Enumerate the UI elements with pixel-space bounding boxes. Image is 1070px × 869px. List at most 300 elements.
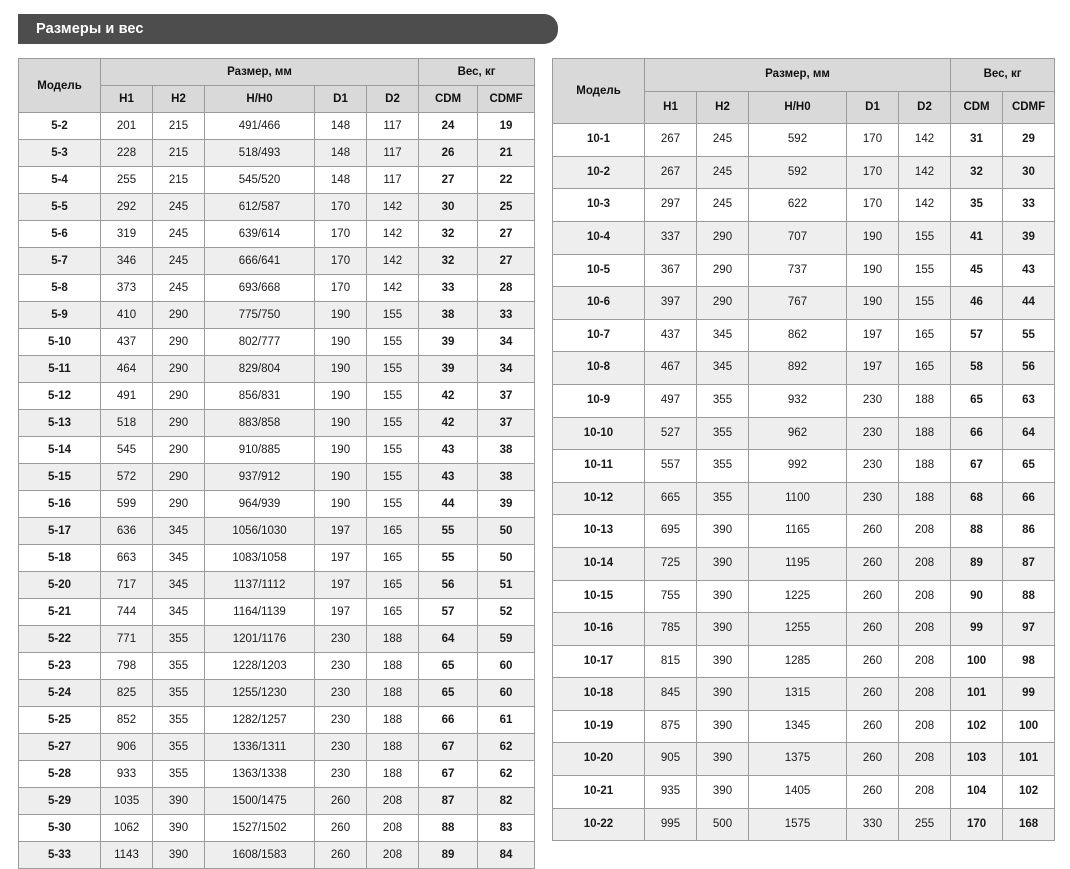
cell-value: 197 (847, 319, 899, 352)
cell-model: 5-25 (19, 707, 101, 734)
cell-value: 148 (315, 113, 367, 140)
cell-value: 337 (645, 221, 697, 254)
header-row-groups (19, 59, 535, 86)
header-cdmf: CDMF (478, 86, 535, 113)
cell-value: 215 (153, 113, 205, 140)
cell-value: 297 (645, 189, 697, 222)
cell-value: 290 (697, 287, 749, 320)
table-row (553, 124, 1055, 157)
cell-value: 390 (697, 678, 749, 711)
cell-cdmf: 61 (478, 707, 535, 734)
cell-value: 612/587 (205, 194, 315, 221)
cell-cdm: 43 (419, 437, 478, 464)
cell-value: 1035 (101, 788, 153, 815)
cell-value: 1315 (749, 678, 847, 711)
table-row (19, 167, 535, 194)
cell-value: 142 (899, 124, 951, 157)
header-weight-group: Вес, кг (419, 59, 535, 86)
cell-model: 5-11 (19, 356, 101, 383)
cell-cdm: 100 (951, 645, 1003, 678)
cell-cdmf: 168 (1003, 808, 1055, 841)
cell-value: 599 (101, 491, 153, 518)
header-hh0: H/H0 (205, 86, 315, 113)
cell-cdm: 66 (951, 417, 1003, 450)
cell-value: 230 (847, 450, 899, 483)
cell-value: 190 (315, 410, 367, 437)
cell-value: 165 (367, 599, 419, 626)
cell-value: 188 (367, 680, 419, 707)
cell-cdm: 101 (951, 678, 1003, 711)
cell-value: 1201/1176 (205, 626, 315, 653)
cell-model: 10-18 (553, 678, 645, 711)
cell-cdmf: 50 (478, 545, 535, 572)
section-title: Размеры и вес (36, 21, 144, 37)
cell-value: 437 (101, 329, 153, 356)
cell-model: 5-8 (19, 275, 101, 302)
cell-value: 500 (697, 808, 749, 841)
cell-value: 355 (697, 450, 749, 483)
table-row (19, 842, 535, 869)
cell-value: 208 (899, 710, 951, 743)
cell-value: 188 (899, 450, 951, 483)
header-d2: D2 (367, 86, 419, 113)
cell-cdmf: 27 (478, 221, 535, 248)
cell-value: 829/804 (205, 356, 315, 383)
table-row (553, 580, 1055, 613)
cell-value: 1285 (749, 645, 847, 678)
cell-value: 197 (315, 572, 367, 599)
cell-value: 155 (367, 410, 419, 437)
cell-model: 5-30 (19, 815, 101, 842)
cell-model: 5-4 (19, 167, 101, 194)
cell-value: 545/520 (205, 167, 315, 194)
cell-cdm: 42 (419, 383, 478, 410)
table-row (553, 189, 1055, 222)
cell-model: 5-28 (19, 761, 101, 788)
cell-value: 260 (315, 815, 367, 842)
header-cdm: CDM (419, 86, 478, 113)
cell-value: 290 (153, 383, 205, 410)
cell-value: 290 (153, 356, 205, 383)
cell-model: 5-27 (19, 734, 101, 761)
cell-model: 5-16 (19, 491, 101, 518)
cell-value: 390 (153, 842, 205, 869)
cell-cdm: 90 (951, 580, 1003, 613)
table-row (19, 572, 535, 599)
cell-value: 518/493 (205, 140, 315, 167)
cell-value: 345 (153, 599, 205, 626)
cell-value: 230 (847, 384, 899, 417)
cell-model: 5-7 (19, 248, 101, 275)
cell-value: 665 (645, 482, 697, 515)
cell-value: 1255/1230 (205, 680, 315, 707)
header-h2: H2 (697, 91, 749, 124)
cell-value: 355 (153, 626, 205, 653)
cell-value: 1345 (749, 710, 847, 743)
cell-value: 892 (749, 352, 847, 385)
cell-model: 10-11 (553, 450, 645, 483)
cell-value: 155 (367, 464, 419, 491)
table-row (553, 613, 1055, 646)
table-row (19, 464, 535, 491)
cell-value: 937/912 (205, 464, 315, 491)
cell-value: 208 (899, 645, 951, 678)
cell-cdmf: 39 (1003, 221, 1055, 254)
cell-value: 197 (315, 599, 367, 626)
cell-cdmf: 34 (478, 329, 535, 356)
cell-value: 170 (847, 156, 899, 189)
cell-value: 491 (101, 383, 153, 410)
cell-value: 117 (367, 140, 419, 167)
cell-model: 10-19 (553, 710, 645, 743)
cell-value: 170 (315, 221, 367, 248)
cell-cdmf: 44 (1003, 287, 1055, 320)
cell-value: 390 (697, 710, 749, 743)
cell-value: 355 (153, 707, 205, 734)
cell-model: 5-15 (19, 464, 101, 491)
cell-value: 142 (367, 275, 419, 302)
cell-model: 10-9 (553, 384, 645, 417)
cell-cdm: 32 (951, 156, 1003, 189)
cell-cdm: 57 (951, 319, 1003, 352)
cell-cdm: 39 (419, 356, 478, 383)
cell-value: 815 (645, 645, 697, 678)
cell-cdmf: 28 (478, 275, 535, 302)
cell-cdm: 68 (951, 482, 1003, 515)
cell-value: 737 (749, 254, 847, 287)
cell-cdmf: 99 (1003, 678, 1055, 711)
cell-cdm: 65 (951, 384, 1003, 417)
cell-value: 260 (847, 743, 899, 776)
cell-value: 1195 (749, 547, 847, 580)
table-row (19, 383, 535, 410)
table-row (19, 113, 535, 140)
cell-value: 142 (899, 156, 951, 189)
cell-value: 785 (645, 613, 697, 646)
cell-value: 905 (645, 743, 697, 776)
table-row (19, 707, 535, 734)
table-row (19, 410, 535, 437)
header-d1: D1 (847, 91, 899, 124)
cell-cdm: 41 (951, 221, 1003, 254)
cell-model: 5-21 (19, 599, 101, 626)
cell-model: 5-22 (19, 626, 101, 653)
cell-cdmf: 19 (478, 113, 535, 140)
cell-value: 267 (645, 156, 697, 189)
cell-cdm: 26 (419, 140, 478, 167)
cell-value: 230 (315, 734, 367, 761)
cell-value: 170 (315, 194, 367, 221)
cell-value: 862 (749, 319, 847, 352)
cell-value: 208 (899, 580, 951, 613)
cell-value: 142 (367, 221, 419, 248)
cell-cdm: 55 (419, 518, 478, 545)
cell-model: 10-10 (553, 417, 645, 450)
cell-model: 10-14 (553, 547, 645, 580)
cell-model: 10-7 (553, 319, 645, 352)
cell-cdm: 24 (419, 113, 478, 140)
cell-value: 230 (315, 680, 367, 707)
cell-value: 355 (697, 482, 749, 515)
cell-value: 148 (315, 140, 367, 167)
cell-cdmf: 37 (478, 383, 535, 410)
cell-value: 267 (645, 124, 697, 157)
cell-cdmf: 59 (478, 626, 535, 653)
cell-cdm: 39 (419, 329, 478, 356)
table-head (19, 59, 535, 113)
cell-value: 190 (315, 491, 367, 518)
section-banner (18, 14, 558, 44)
cell-value: 260 (847, 547, 899, 580)
cell-model: 5-9 (19, 302, 101, 329)
header-hh0: H/H0 (749, 91, 847, 124)
cell-value: 197 (847, 352, 899, 385)
cell-value: 245 (697, 124, 749, 157)
cell-value: 170 (315, 248, 367, 275)
cell-value: 545 (101, 437, 153, 464)
cell-cdm: 32 (419, 221, 478, 248)
cell-cdmf: 33 (1003, 189, 1055, 222)
cell-value: 165 (367, 545, 419, 572)
cell-value: 355 (697, 384, 749, 417)
cell-cdm: 67 (951, 450, 1003, 483)
cell-value: 935 (645, 776, 697, 809)
cell-cdmf: 82 (478, 788, 535, 815)
cell-cdm: 99 (951, 613, 1003, 646)
cell-model: 10-8 (553, 352, 645, 385)
cell-value: 190 (315, 356, 367, 383)
table-row (553, 808, 1055, 841)
cell-value: 663 (101, 545, 153, 572)
header-cdmf: CDMF (1003, 91, 1055, 124)
cell-value: 1164/1139 (205, 599, 315, 626)
cell-value: 367 (645, 254, 697, 287)
cell-value: 190 (847, 254, 899, 287)
cell-value: 825 (101, 680, 153, 707)
cell-value: 260 (847, 580, 899, 613)
cell-value: 292 (101, 194, 153, 221)
cell-cdm: 33 (419, 275, 478, 302)
header-h2: H2 (153, 86, 205, 113)
cell-cdm: 66 (419, 707, 478, 734)
cell-value: 410 (101, 302, 153, 329)
cell-value: 260 (315, 842, 367, 869)
cell-cdmf: 34 (478, 356, 535, 383)
cell-value: 1062 (101, 815, 153, 842)
table-row (19, 248, 535, 275)
cell-value: 148 (315, 167, 367, 194)
cell-value: 390 (697, 645, 749, 678)
cell-value: 260 (847, 515, 899, 548)
cell-value: 666/641 (205, 248, 315, 275)
cell-cdm: 104 (951, 776, 1003, 809)
table-row (553, 515, 1055, 548)
table-row (553, 417, 1055, 450)
cell-value: 355 (697, 417, 749, 450)
cell-value: 155 (899, 221, 951, 254)
cell-value: 142 (367, 248, 419, 275)
header-d2: D2 (899, 91, 951, 124)
cell-value: 1336/1311 (205, 734, 315, 761)
cell-model: 5-13 (19, 410, 101, 437)
cell-value: 1255 (749, 613, 847, 646)
table-row (19, 815, 535, 842)
table-row (553, 776, 1055, 809)
cell-value: 190 (315, 302, 367, 329)
header-row-groups (553, 59, 1055, 92)
cell-value: 1225 (749, 580, 847, 613)
cell-value: 155 (367, 437, 419, 464)
cell-cdm: 89 (951, 547, 1003, 580)
cell-model: 5-24 (19, 680, 101, 707)
cell-value: 1083/1058 (205, 545, 315, 572)
right-table-wrapper (552, 58, 1070, 869)
table-row (19, 221, 535, 248)
cell-cdmf: 22 (478, 167, 535, 194)
cell-model: 5-18 (19, 545, 101, 572)
cell-cdm: 58 (951, 352, 1003, 385)
cell-cdm: 64 (419, 626, 478, 653)
cell-value: 717 (101, 572, 153, 599)
cell-value: 355 (153, 761, 205, 788)
cell-model: 10-3 (553, 189, 645, 222)
cell-cdmf: 63 (1003, 384, 1055, 417)
cell-cdmf: 21 (478, 140, 535, 167)
cell-value: 208 (367, 788, 419, 815)
cell-cdmf: 101 (1003, 743, 1055, 776)
cell-model: 5-6 (19, 221, 101, 248)
cell-cdm: 88 (951, 515, 1003, 548)
cell-value: 491/466 (205, 113, 315, 140)
cell-value: 142 (367, 194, 419, 221)
cell-model: 5-2 (19, 113, 101, 140)
cell-cdm: 43 (419, 464, 478, 491)
cell-value: 798 (101, 653, 153, 680)
cell-cdmf: 98 (1003, 645, 1055, 678)
cell-value: 170 (847, 124, 899, 157)
cell-value: 165 (367, 572, 419, 599)
header-h1: H1 (101, 86, 153, 113)
cell-value: 755 (645, 580, 697, 613)
table-row (19, 788, 535, 815)
table-row (553, 352, 1055, 385)
cell-value: 693/668 (205, 275, 315, 302)
cell-value: 165 (899, 319, 951, 352)
cell-value: 188 (367, 707, 419, 734)
cell-model: 5-29 (19, 788, 101, 815)
cell-cdm: 89 (419, 842, 478, 869)
cell-value: 355 (153, 734, 205, 761)
header-d1: D1 (315, 86, 367, 113)
cell-value: 707 (749, 221, 847, 254)
cell-value: 260 (847, 776, 899, 809)
cell-model: 10-12 (553, 482, 645, 515)
cell-cdm: 67 (419, 761, 478, 788)
cell-value: 875 (645, 710, 697, 743)
table-row (19, 761, 535, 788)
cell-value: 767 (749, 287, 847, 320)
cell-value: 290 (153, 437, 205, 464)
cell-cdm: 102 (951, 710, 1003, 743)
cell-value: 188 (899, 384, 951, 417)
cell-value: 557 (645, 450, 697, 483)
table-row (19, 356, 535, 383)
cell-value: 208 (899, 515, 951, 548)
cell-value: 845 (645, 678, 697, 711)
cell-value: 230 (315, 626, 367, 653)
cell-value: 964/939 (205, 491, 315, 518)
cell-value: 355 (153, 653, 205, 680)
cell-cdmf: 25 (478, 194, 535, 221)
cell-value: 290 (153, 329, 205, 356)
cell-value: 170 (847, 189, 899, 222)
cell-cdm: 65 (419, 653, 478, 680)
cell-model: 5-33 (19, 842, 101, 869)
cell-cdmf: 66 (1003, 482, 1055, 515)
cell-value: 255 (899, 808, 951, 841)
cell-value: 190 (315, 464, 367, 491)
cell-cdm: 32 (419, 248, 478, 275)
cell-cdm: 30 (419, 194, 478, 221)
table-row (19, 437, 535, 464)
cell-value: 467 (645, 352, 697, 385)
cell-value: 230 (847, 482, 899, 515)
cell-model: 5-20 (19, 572, 101, 599)
cell-value: 155 (899, 254, 951, 287)
cell-value: 208 (367, 842, 419, 869)
cell-value: 1282/1257 (205, 707, 315, 734)
cell-value: 622 (749, 189, 847, 222)
cell-value: 744 (101, 599, 153, 626)
cell-value: 775/750 (205, 302, 315, 329)
cell-cdm: 56 (419, 572, 478, 599)
cell-model: 5-17 (19, 518, 101, 545)
cell-value: 1100 (749, 482, 847, 515)
cell-model: 10-16 (553, 613, 645, 646)
cell-cdmf: 51 (478, 572, 535, 599)
cell-value: 155 (367, 383, 419, 410)
cell-cdmf: 30 (1003, 156, 1055, 189)
cell-value: 190 (315, 383, 367, 410)
cell-value: 201 (101, 113, 153, 140)
cell-model: 10-4 (553, 221, 645, 254)
cell-model: 10-13 (553, 515, 645, 548)
cell-model: 10-20 (553, 743, 645, 776)
table-row (19, 545, 535, 572)
cell-value: 197 (315, 545, 367, 572)
cell-cdmf: 64 (1003, 417, 1055, 450)
cell-value: 165 (367, 518, 419, 545)
cell-value: 346 (101, 248, 153, 275)
table-row (19, 734, 535, 761)
table-row (19, 140, 535, 167)
cell-value: 856/831 (205, 383, 315, 410)
cell-value: 208 (899, 776, 951, 809)
cell-value: 228 (101, 140, 153, 167)
cell-value: 142 (899, 189, 951, 222)
header-weight-group: Вес, кг (951, 59, 1055, 92)
cell-cdm: 88 (419, 815, 478, 842)
cell-value: 260 (315, 788, 367, 815)
cell-value: 1375 (749, 743, 847, 776)
cell-value: 1228/1203 (205, 653, 315, 680)
cell-model: 10-6 (553, 287, 645, 320)
cell-cdm: 103 (951, 743, 1003, 776)
cell-value: 1405 (749, 776, 847, 809)
cell-cdm: 67 (419, 734, 478, 761)
table-row (553, 547, 1055, 580)
cell-value: 230 (315, 653, 367, 680)
